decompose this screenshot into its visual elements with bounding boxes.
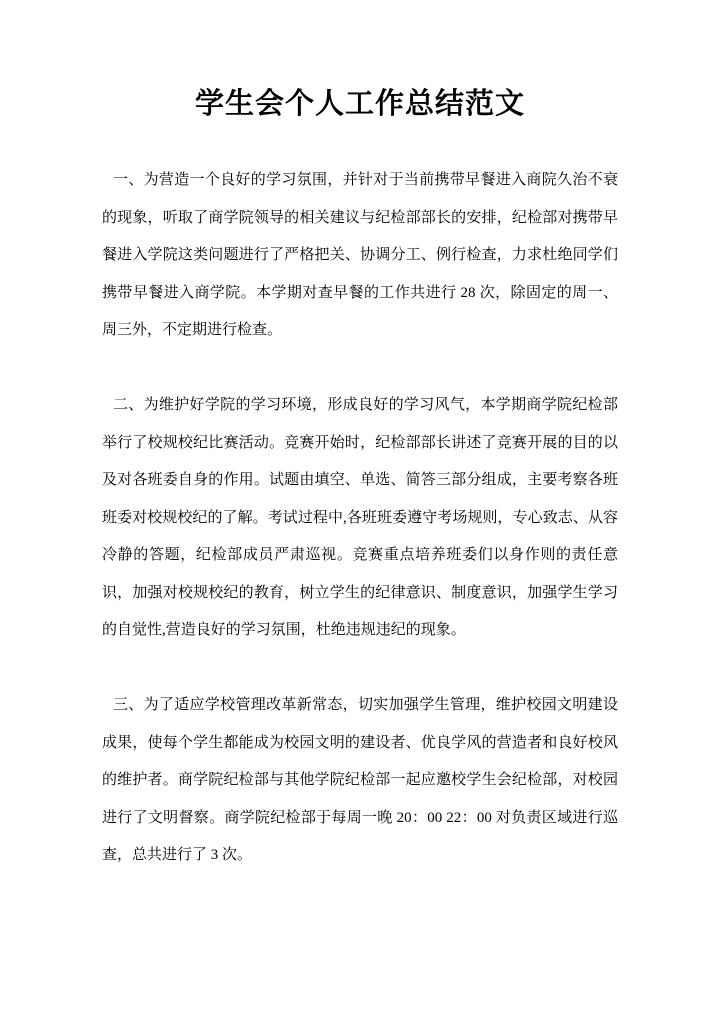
paragraph-1: 一、为营造一个良好的学习氛围，并针对于当前携带早餐进入商院久治不衰的现象，听取了商学院领导的相关建议与纪检部部长的安排，纪检部对携带早餐进入学院这类问题进行了严格把关、协调分工、例行检查，力求杜绝同学们携带早餐进入商学院。本学期对查早餐的工作共进行 28 次，除固定的周一、周三外，不定期进行检查。 [102, 172, 618, 338]
paragraph-2: 二、为维护好学院的学习环境，形成良好的学习风气，本学期商学院纪检部举行了校规校纪比赛活动。竞赛开始时，纪检部部长讲述了竞赛开展的目的以及对各班委自身的作用。试题由填空、单选、简答三部分组成，主要考察各班班委对校规校纪的了解。考试过程中,各班班委遵守考场规则，专心致志、从容冷静的答题，纪检部成员严肃巡视。竞赛重点培养班委们以身作则的责任意识，加强对校规校纪的教育，树立学生的纪律意识、制度意识，加强学生学习的自觉性,营造良好的学习氛围，杜绝违规违纪的现象。 [102, 397, 618, 638]
paragraph-3: 三、为了适应学校管理改革新常态，切实加强学生管理，维护校园文明建设成果，使每个学生都能成为校园文明的建设者、优良学风的营造者和良好校风的维护者。商学院纪检部与其他学院纪检部一起应邀校学生会纪检部，对校园进行了文明督察。商学院纪检部于每周一晚 20：00 22：00 对负责区域进行巡查，总共进行了 3 次。 [102, 697, 618, 863]
document-title: 学生会个人工作总结范文 [194, 88, 525, 120]
